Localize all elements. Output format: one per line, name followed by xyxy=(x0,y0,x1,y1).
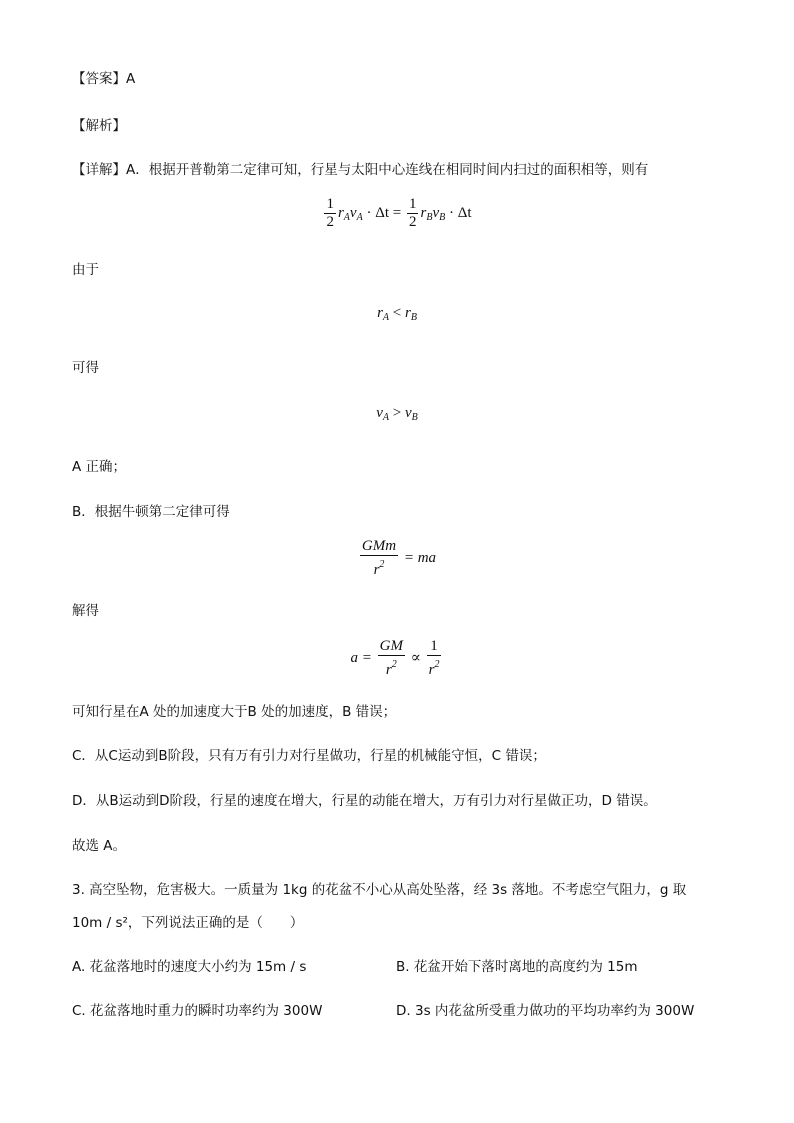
analysis-heading: 【解析】 xyxy=(72,118,126,134)
option-d: D. 3s 内花盆所受重力做功的平均功率约为 300W xyxy=(396,1003,695,1019)
a-correct-text: A 正确； xyxy=(72,459,127,475)
option-b: B. 花盆开始下落时离地的高度约为 15m xyxy=(396,959,638,975)
d-analysis-text: D．从B运动到D阶段，行星的速度在增大，行星的动能在增大，万有引力对行星做正功，D 错误。 xyxy=(72,793,657,809)
equation-newton-gravity: $\frac{\text{GMm}}{r^2}$ = ma xyxy=(361,538,437,578)
equation-acceleration: a = $\frac{GM}{r^2}$ ∝ $\frac{1}{r^2}$ xyxy=(350,638,440,678)
equation-speed-compare: $v_A > v_B$ xyxy=(376,405,418,423)
detail-paragraph: 【详解】A．根据开普勒第二定律可知，行星与太阳中心连线在相同时间内扫过的面积相等，则有 xyxy=(72,162,649,178)
option-c: C. 花盆落地时重力的瞬时功率约为 300W xyxy=(72,1003,323,1019)
option-a: A. 花盆落地时的速度大小约为 15m / s xyxy=(72,959,307,975)
b-conclusion-text: 可知行星在A 处的加速度大于B 处的加速度，B 错误； xyxy=(72,704,397,720)
choose-text: 故选 A。 xyxy=(72,838,127,854)
b-intro-text: B．根据牛顿第二定律可得 xyxy=(72,504,230,520)
hence-label: 可得 xyxy=(72,360,99,376)
question-3-stem-line2: 10m / s²，下列说法正确的是（ ） xyxy=(72,915,304,931)
solve-label: 解得 xyxy=(72,603,99,619)
question-3-stem-line1: 3. 高空坠物，危害极大。一质量为 1kg 的花盆不小心从高处坠落，经 3s 落地。不考虑空气阻力，g 取 xyxy=(72,882,687,898)
equation-kepler-area: $\frac{1}{2}$ $r_Av_A \cdot \Delta t$ = $\frac{1}{2}$ $r_Bv_B \cdot \Delta t$ xyxy=(326,196,472,230)
since-label: 由于 xyxy=(72,262,99,278)
c-analysis-text: C．从C运动到B阶段，只有万有引力对行星做功，行星的机械能守恒，C 错误； xyxy=(72,748,546,764)
answer-label: 【答案】A xyxy=(72,71,136,87)
equation-radius-compare: $r_A < r_B$ xyxy=(377,305,417,323)
